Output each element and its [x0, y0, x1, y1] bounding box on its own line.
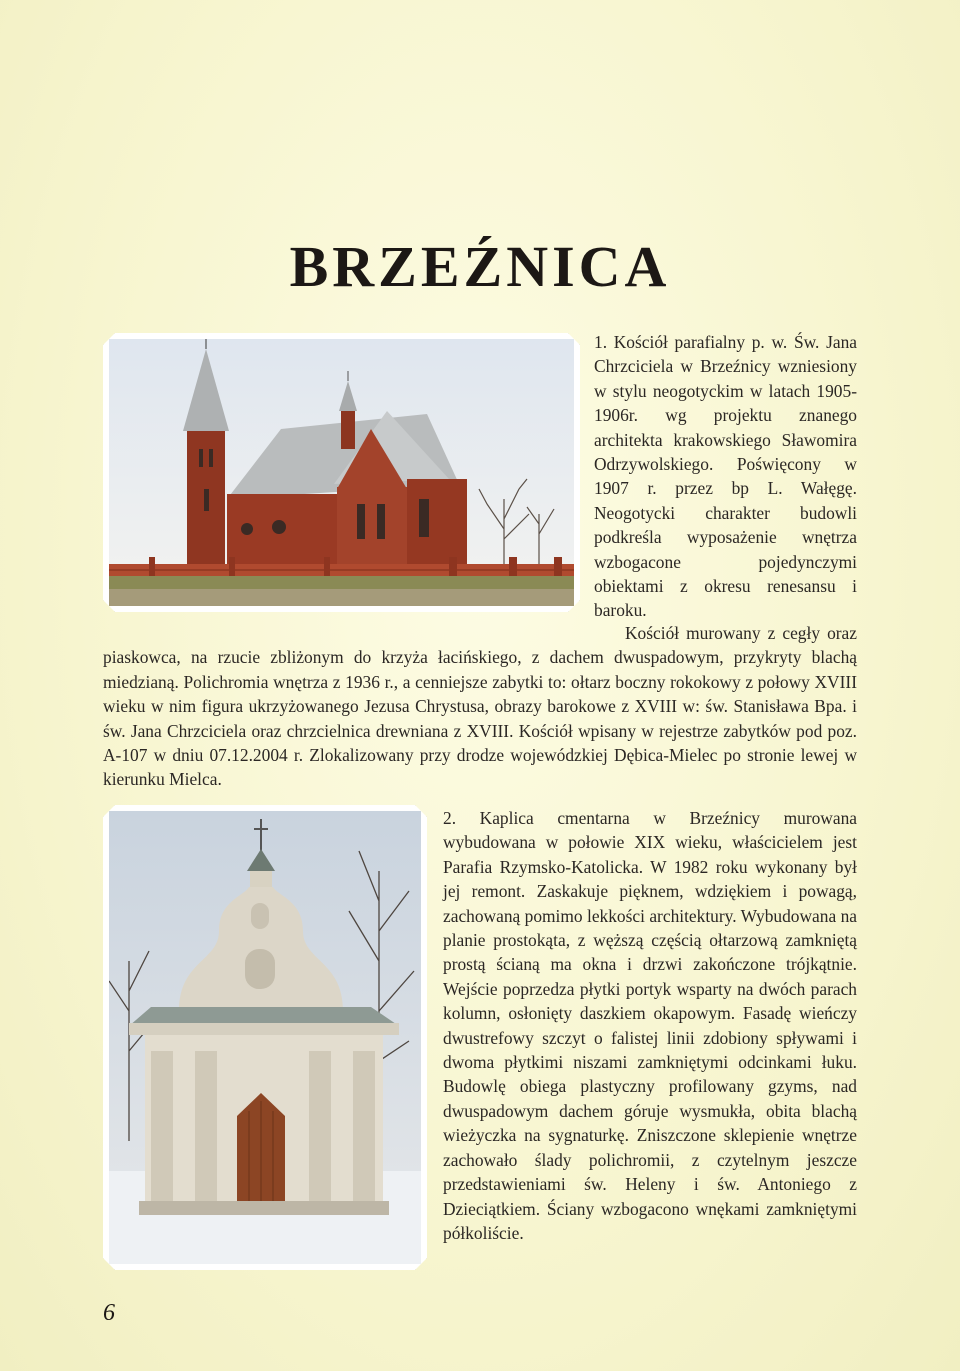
church-illustration	[109, 339, 574, 606]
church-description-intro: 1. Kościół parafialny p. w. Św. Jana Chrzciciela w Brzeźnicy wzniesiony w stylu neogotyckim w latach 1905-1906r. wg projektu znanego architekta krakowskiego Sławomira Odrzywolskiego. Poświęcony w 1907 r. przez bp L. Wałęgę. Neogotycki charakter budowli podkreśla wyposażenie wnętrza wzbogacone pojedynczymi obiektami z okresu renesansu i baroku.	[594, 332, 857, 621]
chapel-illustration	[109, 811, 421, 1264]
church-photo	[103, 333, 580, 612]
page-title: BRZEŹNICA	[289, 234, 671, 299]
chapel-description: 2. Kaplica cmentarna w Brzeźnicy murowana wybudowana w połowie XIX wieku, właścicielem jest Parafia Rzymsko-Katolicka. W 1982 roku wykonany był jej remont. Zaskakuje pięknem, wdziękiem i powagą, zachowaną pomimo lekkości architektury. Wybudowana na planie prostokąta, z węższą częścią ołtarzową zamkniętą prostą ścianą ma okna i drzwi zakończone trójkątnie. Wejście poprzedza płytki portyk wsparty na dwóch parach kolumn, osłonięty daszkiem okapowym. Fasadę wieńczy dwustrefowy szczyt o falistej linii zdobiony spływami i dwoma płytkimi niszami zamkniętymi odcinkami łuku. Budowlę obiega plastyczny profilowany gzyms, nad dwuspadowym dachem góruje wysmukła, obita blachą wieżyczka na sygnaturkę. Zniszczone sklepienie wnętrze zachowało ślady polichromii, z czytelnym jeszcze przedstawieniami św. Heleny i św. Antoniego z Dzieciątkiem. Ściany wzbogacono wnękami zamkniętymi półkoliście.	[443, 808, 857, 1243]
page-number: 6	[103, 1300, 115, 1326]
chapel-photo	[103, 805, 427, 1270]
church-description-main: Kościół murowany z cegły oraz piaskowca, na rzucie zbliżonym do krzyża łacińskiego, z dachem dwuspadowym, przykryty blachą miedzianą. Polichromia wnętrza z 1936 r., a cenniejsze zabytki to: ołtarz boczny rokokowy z połowy XVIII wieku w nim figura ukrzyżowanego Jezusa Chrystusa, obrazy barokowe z XVIII w: św. Stanisława Bpa. i św. Jana Chrzciciela oraz chrzcielnica drewniana z XVIII. Kościół wpisany w rejestrze zabytków pod poz. A-107 w dniu 07.12.2004 r. Zlokalizowany przy drodze wojewódzkiej Dębica-Mielec po stronie lewej w kierunku Mielca.	[103, 623, 857, 790]
